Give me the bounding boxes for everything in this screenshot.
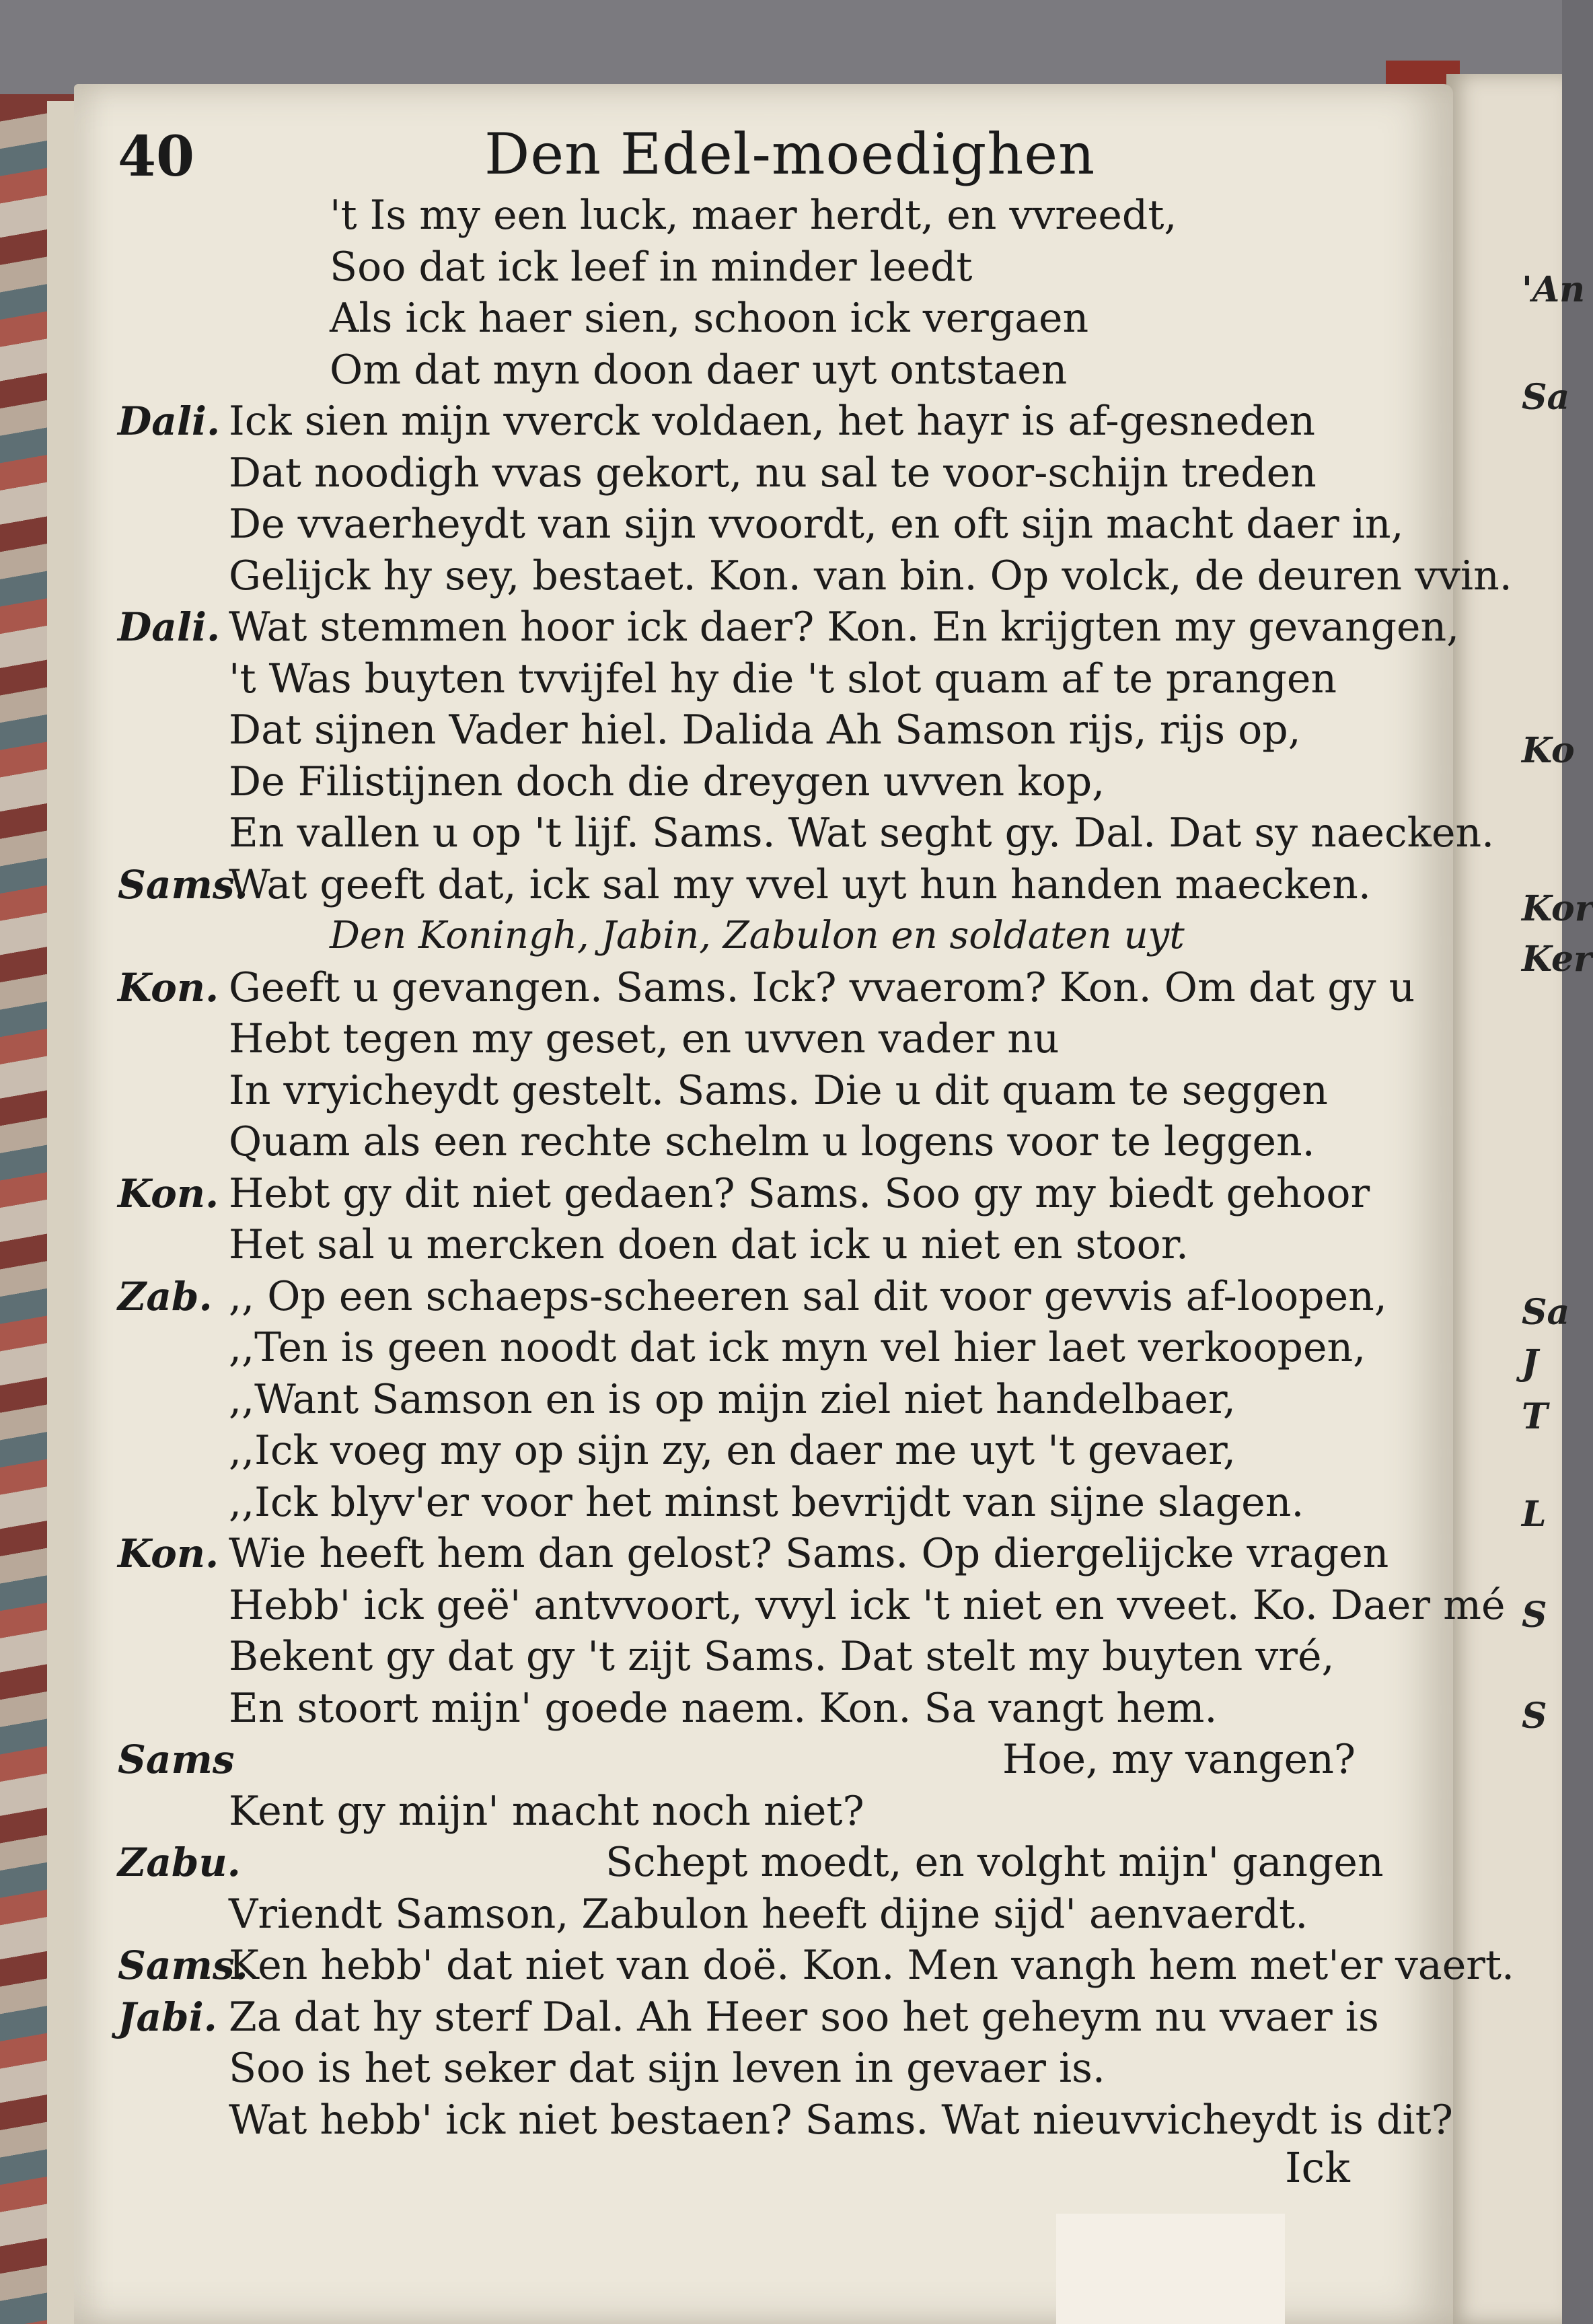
margin-fragment: Kor [1522,888,1593,929]
speaker-label: Dali. [118,398,221,444]
speaker-label: Kon. [118,1531,219,1576]
verse-line: ,,Ten is geen noodt dat ick myn vel hier laet verkoopen, [229,1324,1366,1371]
verse-line: Soo is het seker dat sijn leven in gevaer is. [229,2045,1106,2092]
verse-line: Wie heeft hem dan gelost? Sams. Op diergelijcke vragen [229,1530,1389,1577]
margin-fragment: Sa [1522,377,1570,418]
margin-fragment: S [1522,1696,1547,1737]
margin-fragment: Ko [1522,730,1575,771]
verse-line: ,, Op een schaeps-scheeren sal dit voor gevvis af-loopen, [229,1273,1387,1320]
verse-line: Wat geeft dat, ick sal my vvel uyt hun handen maecken. [229,861,1371,908]
stage-direction: Den Koningh, Jabin, Zabulon en soldaten uyt [330,914,1185,957]
speaker-label: Zab. [118,1274,213,1319]
margin-fragment: L [1522,1494,1547,1535]
margin-fragment: T [1522,1396,1548,1437]
margin-fragment: Sa [1522,1292,1570,1333]
speaker-label: Zabu. [118,1840,241,1885]
speaker-label: Sams [118,1737,235,1782]
verse-line: 't Is my een luck, maer herdt, en vvreedt, [330,192,1177,239]
verse-line: Wat hebb' ick niet bestaen? Sams. Wat nieuvvicheydt is dit? [229,2097,1453,2144]
running-head: Den Edel-moedighen [484,121,1096,187]
verse-line: Hebt gy dit niet gedaen? Sams. Soo gy my biedt gehoor [229,1170,1370,1217]
speaker-label: Sams. [118,1942,248,1988]
verse-line: Dat sijnen Vader hiel. Dalida Ah Samson rijs, rijs op, [229,706,1301,754]
verse-line: Als ick haer sien, schoon ick vergaen [330,295,1089,342]
verse-line: ,,Want Samson en is op mijn ziel niet handelbaer, [229,1376,1236,1423]
verse-line: Kent gy mijn' macht noch niet? [229,1788,864,1835]
verse-line: Bekent gy dat gy 't zijt Sams. Dat stelt my buyten vré, [229,1633,1335,1680]
speaker-label: Kon. [118,965,219,1011]
verse-line: Soo dat ick leef in minder leedt [330,244,973,291]
verse-line: En stoort mijn' goede naem. Kon. Sa vangt hem. [229,1685,1218,1732]
verse-line: Hebb' ick geë' antvvoort, vvyl ick 't niet en vveet. Ko. Daer mé [229,1582,1506,1629]
paper-slip [1056,2214,1285,2324]
margin-fragment: J [1522,1342,1539,1383]
verse-line: Schept moedt, en volght mijn' gangen [605,1839,1384,1886]
verse-line: De vvaerheydt van sijn vvoordt, en oft sijn macht daer in, [229,501,1404,548]
verse-line: Om dat myn doon daer uyt ontstaen [330,347,1068,394]
verse-line: Dat noodigh vvas gekort, nu sal te voor-schijn treden [229,449,1317,497]
verse-line: In vryicheydt gestelt. Sams. Die u dit quam te seggen [229,1067,1328,1114]
speaker-label: Jabi. [118,1994,217,2040]
verse-line: Geeft u gevangen. Sams. Ick? vvaerom? Kon. Om dat gy u [229,964,1415,1011]
verse-line: ,,Ick voeg my op sijn zy, en daer me uyt 't gevaer, [229,1427,1236,1474]
verse-line: Hebt tegen my geset, en uvven vader nu [229,1015,1060,1062]
verse-line: Hoe, my vangen? [1002,1736,1356,1783]
speaker-label: Kon. [118,1171,219,1217]
verse-line: ,,Ick blyv'er voor het minst bevrijdt van sijne slagen. [229,1479,1304,1526]
verse-line: Quam als een rechte schelm u logens voor te leggen. [229,1118,1315,1165]
margin-fragment: Ker [1522,939,1592,980]
verse-line: Wat stemmen hoor ick daer? Kon. En krijgten my gevangen, [229,604,1460,651]
verse-line: Vriendt Samson, Zabulon heeft dijne sijd' aenvaerdt. [229,1891,1308,1938]
margin-fragment: 'An [1522,269,1586,310]
margin-fragment: S [1522,1595,1547,1636]
speaker-label: Dali. [118,604,221,650]
verse-line: Za dat hy sterf Dal. Ah Heer soo het geheym nu vvaer is [229,1994,1379,2041]
verse-line: 't Was buyten tvvijfel hy die 't slot quam af te prangen [229,655,1337,702]
verse-line: Gelijck hy sey, bestaet. Kon. van bin. Op volck, de deuren vvin. [229,552,1512,600]
verse-line: En vallen u op 't lijf. Sams. Wat seght gy. Dal. Dat sy naecken. [229,809,1495,857]
verse-line: De Filistijnen doch die dreygen uvven kop, [229,758,1105,805]
page-number: 40 [118,124,195,189]
speaker-label: Sams. [118,862,248,908]
verse-line: Ick sien mijn vverck voldaen, het hayr is af-gesneden [229,398,1316,445]
catchword: Ick [1285,2143,1350,2192]
verse-line: Het sal u mercken doen dat ick u niet en stoor. [229,1221,1189,1268]
verse-line: Ken hebb' dat niet van doë. Kon. Men vangh hem met'er vaert. [229,1942,1515,1989]
